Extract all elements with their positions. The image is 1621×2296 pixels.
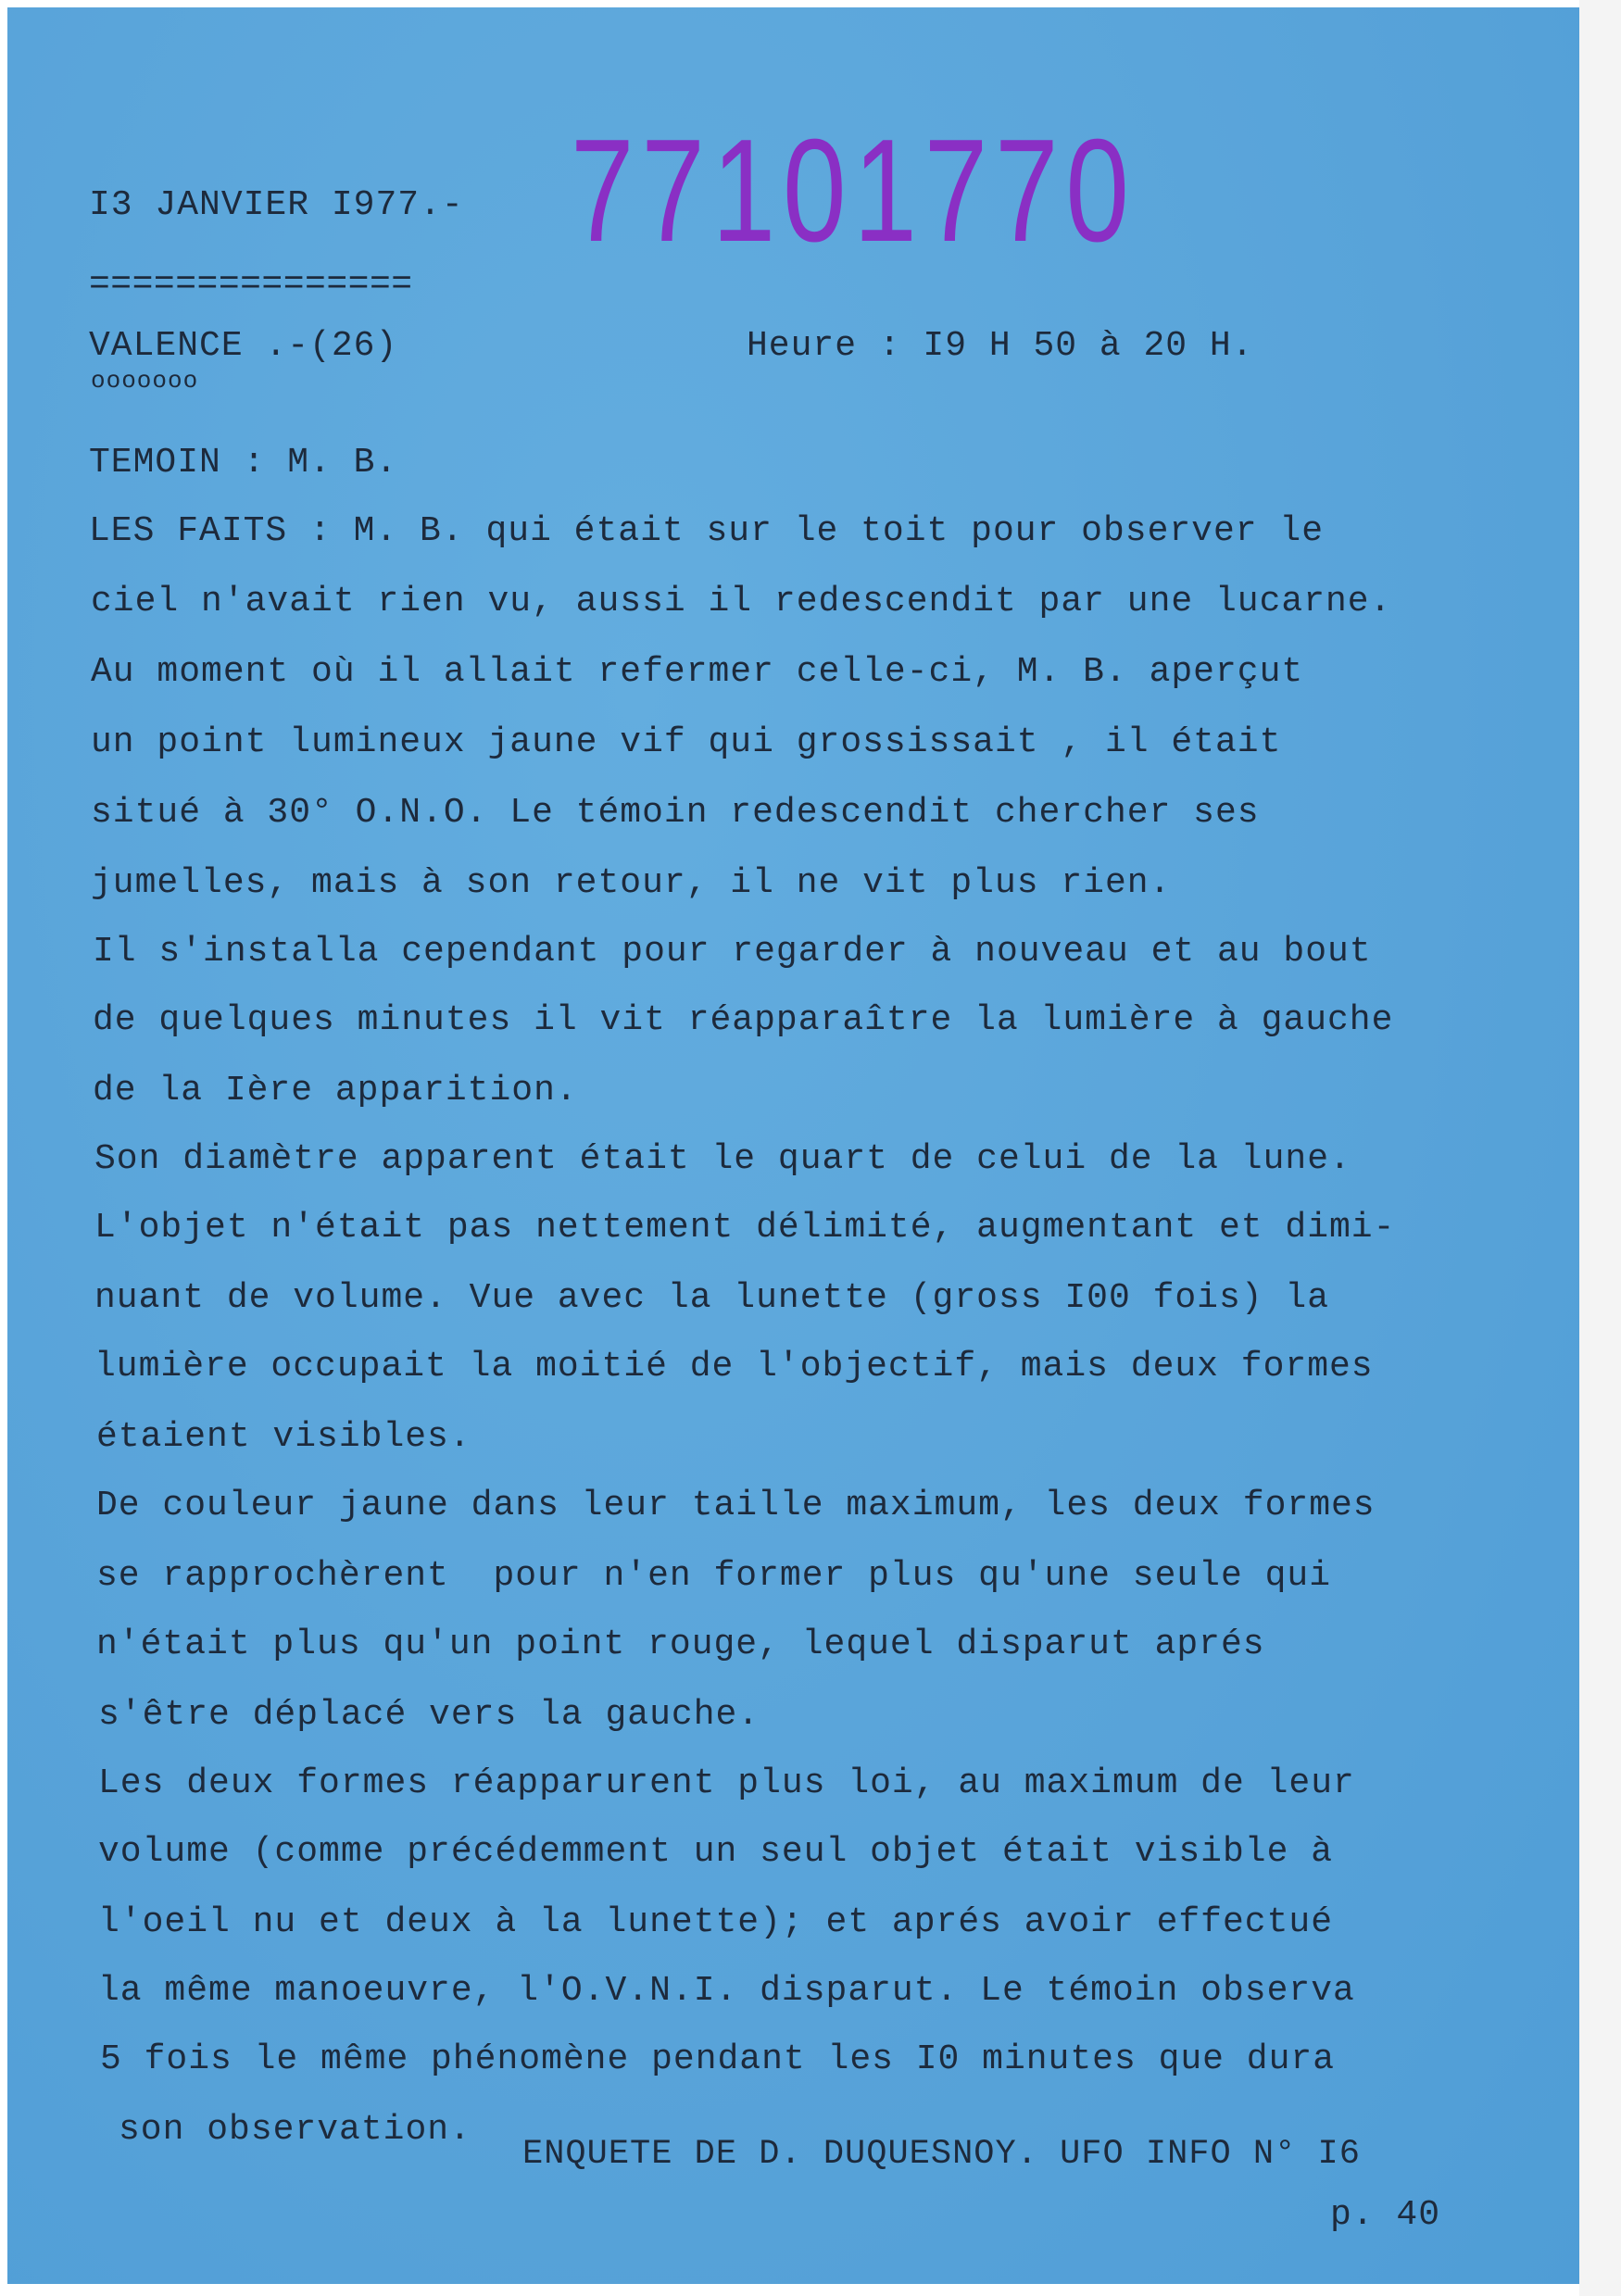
body-line: lumière occupait la moitié de l'objectif, mais deux formes [94,1347,1374,1386]
body-line: la même manoeuvre, l'O.V.N.I. disparut. Le témoin observa [98,1971,1355,2011]
witness-line: TEMOIN : M. B. [89,443,398,483]
source-credit: ENQUETE DE D. DUQUESNOY. UFO INFO N° I6 [522,2135,1361,2174]
body-line: jumelles, mais à son retour, il ne vit plus rien. [91,863,1172,903]
body-line: nuant de volume. Vue avec la lunette (gross I00 fois) la [94,1278,1330,1318]
body-line: s'être déplacé vers la gauche. [98,1695,760,1735]
body-line: étaient visibles. [96,1417,471,1457]
body-line: ciel n'avait rien vu, aussi il redescendit par une lucarne. [91,582,1392,621]
body-line: de quelques minutes il vit réapparaître la lumière à gauche [93,1000,1394,1040]
body-line: Il s'installa cependant pour regarder à nouveau et au bout [93,932,1372,972]
body-line: son observation. [119,2110,471,2150]
body-line: Au moment où il allait refermer celle-ci, M. B. aperçut [91,652,1304,692]
location-underline: ooooooo [91,367,199,395]
page-number: p. 40 [1330,2195,1441,2235]
body-line: volume (comme précédemment un seul objet était visible à [98,1832,1334,1872]
location: VALENCE .-(26) [89,326,398,366]
body-line: Son diamètre apparent était le quart de celui de la lune. [94,1139,1351,1179]
body-line: De couleur jaune dans leur taille maximum, les deux formes [96,1486,1376,1525]
body-line: situé à 30° O.N.O. Le témoin redescendit chercher ses [91,793,1260,833]
case-number-stamp: 77101770 [571,109,1137,272]
body-line: l'oeil nu et deux à la lunette); et aprés avoir effectué [98,1902,1334,1942]
body-line: LES FAITS : M. B. qui était sur le toit pour observer le [89,511,1325,551]
body-line: se rapprochèrent pour n'en former plus qu'une seule qui [96,1556,1332,1596]
body-line: L'objet n'était pas nettement délimité, augmentant et dimi- [94,1208,1396,1248]
body-line: un point lumineux jaune vif qui grossissait , il était [91,722,1282,762]
body-line: n'était plus qu'un point rouge, lequel disparut aprés [96,1625,1265,1664]
body-line: Les deux formes réapparurent plus loi, au maximum de leur [98,1763,1355,1803]
body-line: 5 fois le même phénomène pendant les I0 minutes que dura [100,2039,1336,2079]
scan-margin [1579,0,1621,2296]
typed-document-page [7,7,1579,2284]
report-date: I3 JANVIER I977.- [89,185,464,225]
body-line: de la Ière apparition. [93,1071,578,1110]
observation-time: Heure : I9 H 50 à 20 H. [747,326,1254,366]
date-underline: =============== [89,265,413,305]
